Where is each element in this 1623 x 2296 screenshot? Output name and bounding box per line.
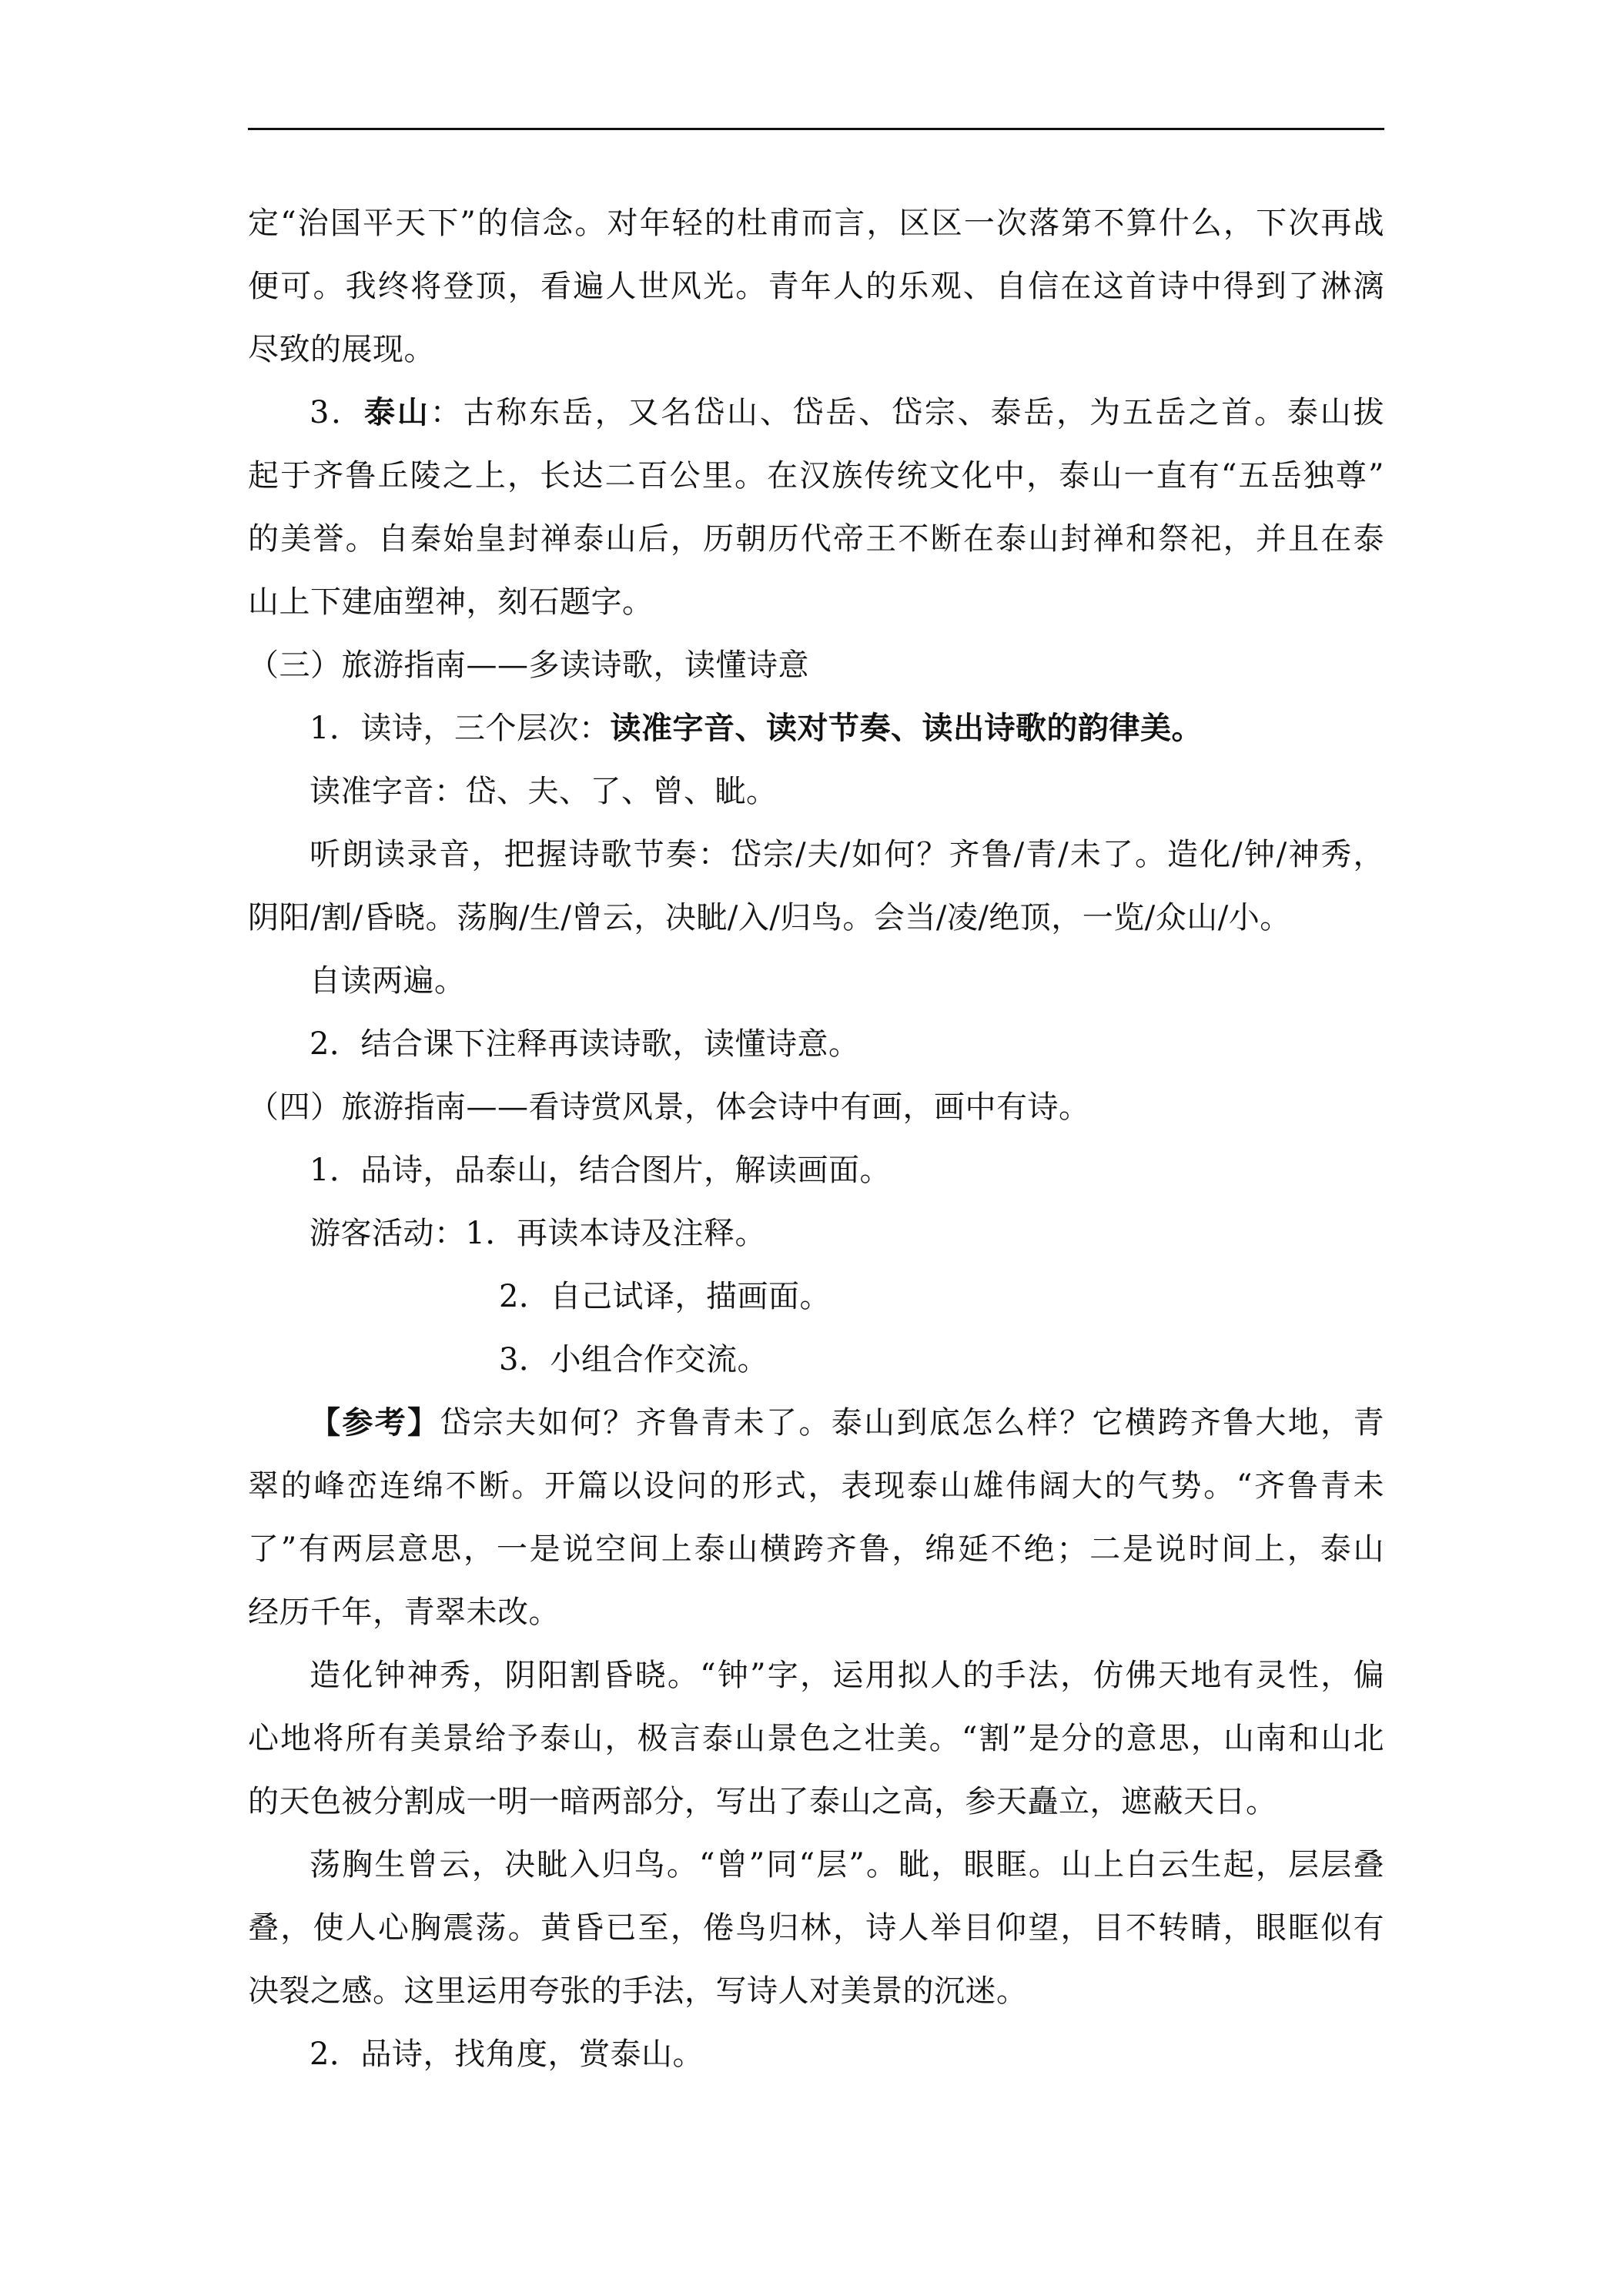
activity-item-1: 1．再读本诗及注释。 xyxy=(465,1216,766,1251)
paragraph-6-line-3: 决裂之感。这里运用夸张的手法，写诗人对美景的沉迷。 xyxy=(248,1973,1028,2009)
section-3-heading: （三）旅游指南——多读诗歌，读懂诗意 xyxy=(248,648,809,683)
paragraph-5-line-3: 的天色被分割成一明一暗两部分，写出了泰山之高，参天矗立，遮蔽天日。 xyxy=(248,1784,1277,1819)
header-rule xyxy=(248,128,1384,130)
paragraph-6-line-1: 荡胸生曾云，决眦入归鸟。“曾”同“层”。眦，眼眶。山上白云生起，层层叠 xyxy=(310,1847,1384,1883)
rhythm-line-1: 听朗读录音，把握诗歌节奏：岱宗/夫/如何？齐鲁/青/未了。造化/钟/神秀， xyxy=(310,837,1384,872)
paragraph-taishan-line-2: 起于齐鲁丘陵之上，长达二百公里。在汉族传统文化中，泰山一直有“五岳独尊” xyxy=(248,458,1384,494)
term-taishan: 泰山 xyxy=(364,394,430,430)
paragraph-taishan-line-3: 的美誉。自秦始皇封禅泰山后，历朝历代帝王不断在泰山封禅和祭祀，并且在泰 xyxy=(248,521,1384,557)
pronunciation-line: 读准字音：岱、夫、了、曾、眦。 xyxy=(310,774,778,809)
reference-label: 【参考】 xyxy=(310,1404,440,1441)
activity-item-3: 3．小组合作交流。 xyxy=(499,1342,768,1377)
paragraph-1-line-2: 便可。我终将登顶，看遍人世风光。青年人的乐观、自信在这首诗中得到了淋漓 xyxy=(248,269,1384,304)
paragraph-1-line-1: 定“治国平天下”的信念。对年轻的杜甫而言，区区一次落第不算什么，下次再战 xyxy=(248,206,1384,241)
paragraph-taishan-line-1 xyxy=(310,391,1384,434)
section-4-heading: （四）旅游指南——看诗赏风景，体会诗中有画，画中有诗。 xyxy=(248,1089,1090,1125)
reference-line-2: 翠的峰峦连绵不断。开篇以设问的形式，表现泰山雄伟阔大的气势。“齐鲁青未 xyxy=(248,1468,1384,1504)
paragraph-1-line-3: 尽致的展现。 xyxy=(248,332,435,367)
paragraph-5-line-2: 心地将所有美景给予泰山，极言泰山景色之壮美。“割”是分的意思，山南和山北 xyxy=(248,1721,1384,1756)
item-number: 3． xyxy=(310,395,365,430)
task-2: 2．品诗，找角度，赏泰山。 xyxy=(310,2037,704,2072)
reference-line-3: 了”有两层意思，一是说空间上泰山横跨齐鲁，绵延不绝；二是说时间上，泰山 xyxy=(248,1531,1384,1567)
step-1-prefix: 1．读诗，三个层次： xyxy=(310,711,611,746)
step-2-read: 2．结合课下注释再读诗歌，读懂诗意。 xyxy=(310,1026,860,1062)
activity-label: 游客活动： xyxy=(310,1216,466,1251)
self-read-line: 自读两遍。 xyxy=(310,963,466,999)
step-1-read xyxy=(310,707,1446,750)
activity-line-1 xyxy=(310,1212,1446,1255)
paragraph-5-line-1: 造化钟神秀，阴阳割昏晓。“钟”字，运用拟人的手法，仿佛天地有灵性，偏 xyxy=(310,1658,1384,1693)
reference-line-1 xyxy=(310,1401,1384,1444)
reference-text: 岱宗夫如何？齐鲁青未了。泰山到底怎么样？它横跨齐鲁大地，青 xyxy=(440,1405,1384,1441)
paragraph-taishan-line-4: 山上下建庙塑神，刻石题字。 xyxy=(248,584,654,620)
taishan-definition: ：古称东岳，又名岱山、岱岳、岱宗、泰岳，为五岳之首。泰山拔 xyxy=(430,395,1385,430)
activity-item-2: 2．自己试译，描画面。 xyxy=(499,1279,831,1314)
rhythm-line-2: 阴阳/割/昏晓。荡胸/生/曾云，决眦/入/归鸟。会当/凌/绝顶，一览/众山/小。 xyxy=(248,900,1291,935)
paragraph-6-line-2: 叠，使人心胸震荡。黄昏已至，倦鸟归林，诗人举目仰望，目不转睛，眼眶似有 xyxy=(248,1910,1384,1946)
reference-line-4: 经历千年，青翠未改。 xyxy=(248,1595,560,1630)
step-1-levels: 读准字音、读对节奏、读出诗歌的韵律美。 xyxy=(610,710,1203,746)
task-1: 1．品诗，品泰山，结合图片，解读画面。 xyxy=(310,1153,891,1188)
